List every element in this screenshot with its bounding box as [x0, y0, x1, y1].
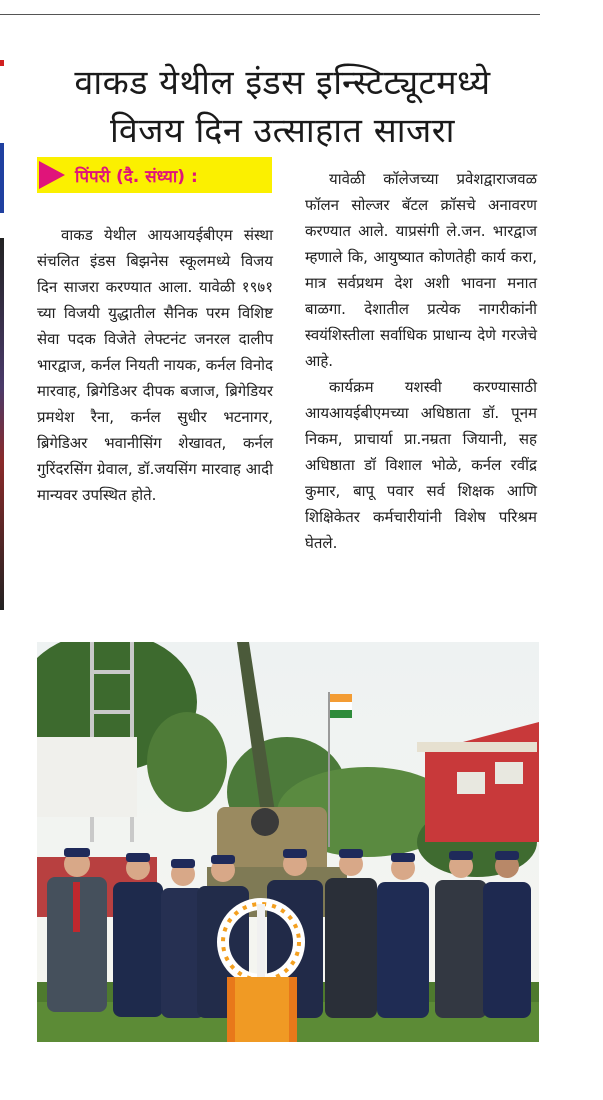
event-photo [37, 642, 539, 1042]
right-paragraph-2: कार्यक्रम यशस्वी करण्यासाठी आयआयईबीएमच्या अधिष्ठाता डॉ. पूनम निकम, प्राचार्या प्रा.नम्रता जियानी, सह अधिष्ठाता डॉ विशाल भोळे, कर्नल रवींद्र कुमार, बापू पवार सर्व शिक्षक आणि शिक्षिकेतर कर्मचारीयांनी विशेष परिश्रम घेतले. [305, 378, 537, 552]
top-rule [0, 14, 540, 15]
article-column-right [305, 166, 537, 556]
right-paragraph-1: यावेळी कॉलेजच्या प्रवेशद्वाराजवळ फॉलन सोल्जर बॅटल क्रॉसचे अनावरण करण्यात आले. याप्रसंगी ले.जन. भारद्वाज म्हणाले कि, आयुष्यात कोणतेही कार्य करा, मात्र सर्वप्रथम देश अशी भावना मनात बाळगा. देशातील प्रत्येक नागरीकांनी स्वयंशिस्तीला सर्वाधिक प्राधान्य देणे गरजेचे आहे. [305, 170, 537, 370]
dateline-banner [37, 157, 272, 193]
headline-line-2: विजय दिन उत्साहात साजरा [110, 110, 455, 151]
left-building [37, 737, 137, 817]
edge-fragment-blue [0, 143, 4, 213]
play-arrow-icon [39, 161, 65, 189]
edge-fragment-photo [0, 238, 4, 610]
left-paragraph: वाकड येथील आयआयईबीएम संस्था संचलित इंडस बिझनेस स्कूलमध्ये विजय दिन साजरा करण्यात आला. यावेळी १९७१ च्या विजयी युद्धातील सैनिक परम विशिष्ट सेवा पदक विजेते लेफ्टनंट जनरल दालीप भारद्वाज, कर्नल नियती नायक, कर्नल विनोद मारवाह, ब्रिगेडिअर दीपक बजाज, ब्रिगेडियर प्रमथेश रैना, कर्नल सुधीर भटनागर, ब्रिगेडिअर भवानीसिंग शेखावत, कर्नल गुरिंदरसिंग ग्रेवाल, डॉ.जयसिंग मारवाह आदी मान्यवर उपस्थित होते. [37, 226, 273, 504]
edge-fragment-red [0, 60, 4, 66]
event-photo-illustration [37, 642, 539, 1042]
article-column-left [37, 222, 273, 508]
headline-line-1: वाकड येथील इंडस इन्स्टिट्यूटमध्ये [74, 62, 491, 103]
dateline: पिंपरी (दै. संध्या) : [75, 166, 198, 187]
headline [20, 59, 545, 155]
